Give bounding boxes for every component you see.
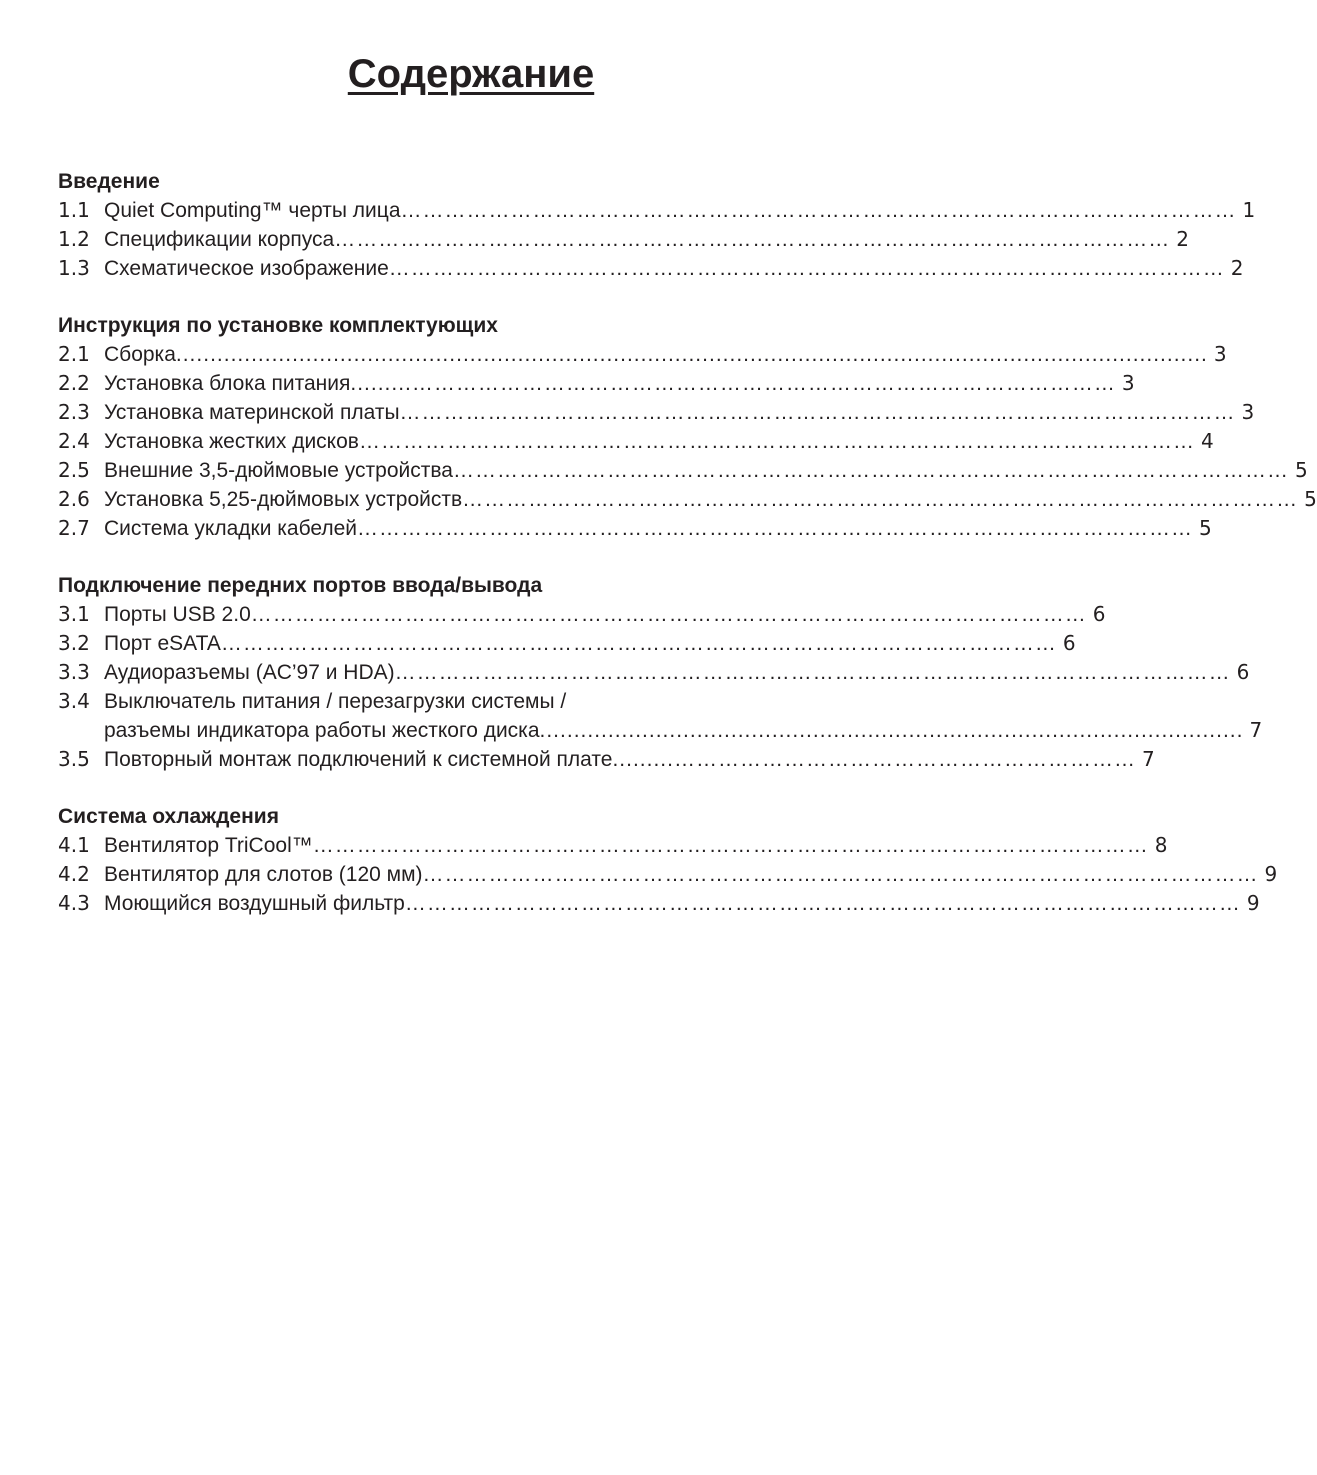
entry-page: 2 xyxy=(1230,256,1244,280)
dot-leader: …………………………………………………………………………………………………… xyxy=(404,892,1241,915)
entry-page: 5 xyxy=(1199,516,1212,540)
dot-leader: …………………………………………………………………………………………………… xyxy=(399,401,1236,424)
dot-leader: …………………………………………………………………………………………………… xyxy=(334,228,1171,251)
entry-title: Вентилятор TriCool™ xyxy=(104,834,313,857)
toc-entry[interactable] xyxy=(58,831,1168,860)
dot-leader: …………………………………………………………………………………………………… xyxy=(312,834,1149,857)
entry-number: 2.4 xyxy=(58,429,90,453)
toc-entry[interactable] xyxy=(58,860,1278,889)
entry-number: 1.2 xyxy=(58,227,90,251)
entry-title: Аудиоразъемы (AC’97 и HDA) xyxy=(104,661,395,684)
entry-title: Установка блока питания xyxy=(104,372,351,395)
dot-leader: .........……………………………………………………… xyxy=(612,748,1136,771)
entry-number: 4.2 xyxy=(58,862,90,886)
entry-number: 2.2 xyxy=(58,371,90,395)
entry-title: Порты USB 2.0 xyxy=(104,603,251,626)
entry-page: 3 xyxy=(1241,400,1255,424)
entry-page: 4 xyxy=(1200,429,1214,453)
entry-number: 3.4 xyxy=(58,689,90,713)
entry-number: 3.1 xyxy=(58,602,90,626)
entry-title-continued: разъемы индикатора работы жесткого диска xyxy=(104,719,540,742)
entry-title: Схематическое изображение xyxy=(104,257,389,280)
entry-page: 3 xyxy=(1213,342,1227,366)
entry-page: 9 xyxy=(1246,891,1260,915)
page-title: Содержание xyxy=(347,52,595,96)
entry-page: 9 xyxy=(1264,862,1278,886)
entry-number: 1.1 xyxy=(58,198,90,222)
entry-title: Quiet Computing™ черты лица xyxy=(104,199,401,222)
toc-entry[interactable] xyxy=(58,514,1212,543)
entry-title: Выключатель питания / перезагрузки системы / xyxy=(104,690,567,713)
entry-title: Установка жестких дисков xyxy=(104,430,359,453)
toc-entry[interactable] xyxy=(58,427,1214,456)
toc-entry[interactable] xyxy=(58,196,1256,225)
dot-leader: .........…………………………………………………………………………………… xyxy=(350,372,1116,395)
entry-page: 6 xyxy=(1062,631,1076,655)
entry-number: 4.3 xyxy=(58,891,90,915)
section-heading: Введение xyxy=(58,170,160,193)
entry-number: 3.2 xyxy=(58,631,90,655)
dot-leader: ....................................................................................................................................................... xyxy=(175,343,1208,366)
entry-page: 6 xyxy=(1092,602,1106,626)
entry-title: Установка 5,25-дюймовых устройств xyxy=(104,488,463,511)
section-heading: Инструкция по установке комплектующих xyxy=(58,314,498,337)
toc-section-introduction xyxy=(58,167,1256,283)
entry-title: Моющийся воздушный фильтр xyxy=(104,892,405,915)
toc-entry[interactable] xyxy=(58,225,1189,254)
entry-title: Установка материнской платы xyxy=(104,401,400,424)
entry-number: 2.5 xyxy=(58,458,90,482)
entry-first-line xyxy=(58,687,848,716)
dot-leader: …………………………………………………………………………………………………… xyxy=(220,632,1057,655)
entry-page: 7 xyxy=(1249,718,1263,742)
entry-number: 1.3 xyxy=(58,256,90,280)
entry-number: 3.5 xyxy=(58,747,90,771)
entry-number: 4.1 xyxy=(58,833,90,857)
dot-leader: …………………………………………………………………………………………………… xyxy=(250,603,1087,626)
entry-page: 7 xyxy=(1141,747,1155,771)
toc-section-front-ports xyxy=(58,571,1263,774)
toc-entry[interactable] xyxy=(58,456,1308,485)
table-of-contents xyxy=(58,167,1317,946)
toc-entry[interactable] xyxy=(58,600,1106,629)
entry-number: 2.7 xyxy=(58,516,90,540)
entry-page: 6 xyxy=(1236,660,1250,684)
toc-entry[interactable] xyxy=(58,485,1317,514)
entry-page: 1 xyxy=(1242,198,1256,222)
dot-leader: …………………………………………………………………………………………………… xyxy=(357,517,1194,540)
entry-title: Система укладки кабелей xyxy=(104,517,358,540)
toc-entry[interactable] xyxy=(58,629,1076,658)
dot-leader: …………………………………………………………………………………………………… xyxy=(462,488,1299,511)
toc-section-installation xyxy=(58,311,1317,543)
toc-entry[interactable] xyxy=(58,254,1244,283)
dot-leader: …………………………………………………………………………………………………… xyxy=(452,459,1289,482)
entry-page: 2 xyxy=(1176,227,1189,251)
entry-second-line xyxy=(58,716,1263,745)
entry-number: 2.6 xyxy=(58,487,90,511)
toc-entry[interactable] xyxy=(58,658,1250,687)
entry-number: 2.1 xyxy=(58,342,90,366)
section-heading: Система охлаждения xyxy=(58,805,279,828)
entry-page: 3 xyxy=(1121,371,1135,395)
entry-number: 3.3 xyxy=(58,660,90,684)
entry-title: Повторный монтаж подключений к системной плате xyxy=(104,748,613,771)
toc-entry[interactable] xyxy=(58,340,1227,369)
dot-leader: …………………………………………………………………………………………………… xyxy=(400,199,1237,222)
entry-title: Вентилятор для слотов (120 мм) xyxy=(104,863,423,886)
dot-leader: ....................................................................................................... xyxy=(539,719,1244,742)
entry-number: 2.3 xyxy=(58,400,90,424)
entry-title: Внешние 3,5-дюймовые устройства xyxy=(104,459,453,482)
dot-leader: …………………………………………………………………………………………………… xyxy=(422,863,1259,886)
toc-entry[interactable] xyxy=(58,745,1155,774)
toc-entry[interactable] xyxy=(58,687,1263,745)
entry-title: Сборка xyxy=(104,343,176,366)
section-heading: Подключение передних портов ввода/вывода xyxy=(58,574,543,597)
entry-title: Спецификации корпуса xyxy=(104,228,335,251)
toc-entry[interactable] xyxy=(58,889,1260,918)
toc-section-cooling xyxy=(58,802,1278,918)
dot-leader: …………………………………………………………………………………………………… xyxy=(388,257,1225,280)
entry-title: Порт eSATA xyxy=(104,632,221,655)
entry-page: 5 xyxy=(1304,487,1317,511)
entry-page: 8 xyxy=(1154,833,1168,857)
toc-entry[interactable] xyxy=(58,398,1255,427)
dot-leader: …………………………………………………………………………………………………… xyxy=(358,430,1195,453)
dot-leader: …………………………………………………………………………………………………… xyxy=(394,661,1231,684)
toc-entry[interactable] xyxy=(58,369,1135,398)
entry-page: 5 xyxy=(1294,458,1308,482)
